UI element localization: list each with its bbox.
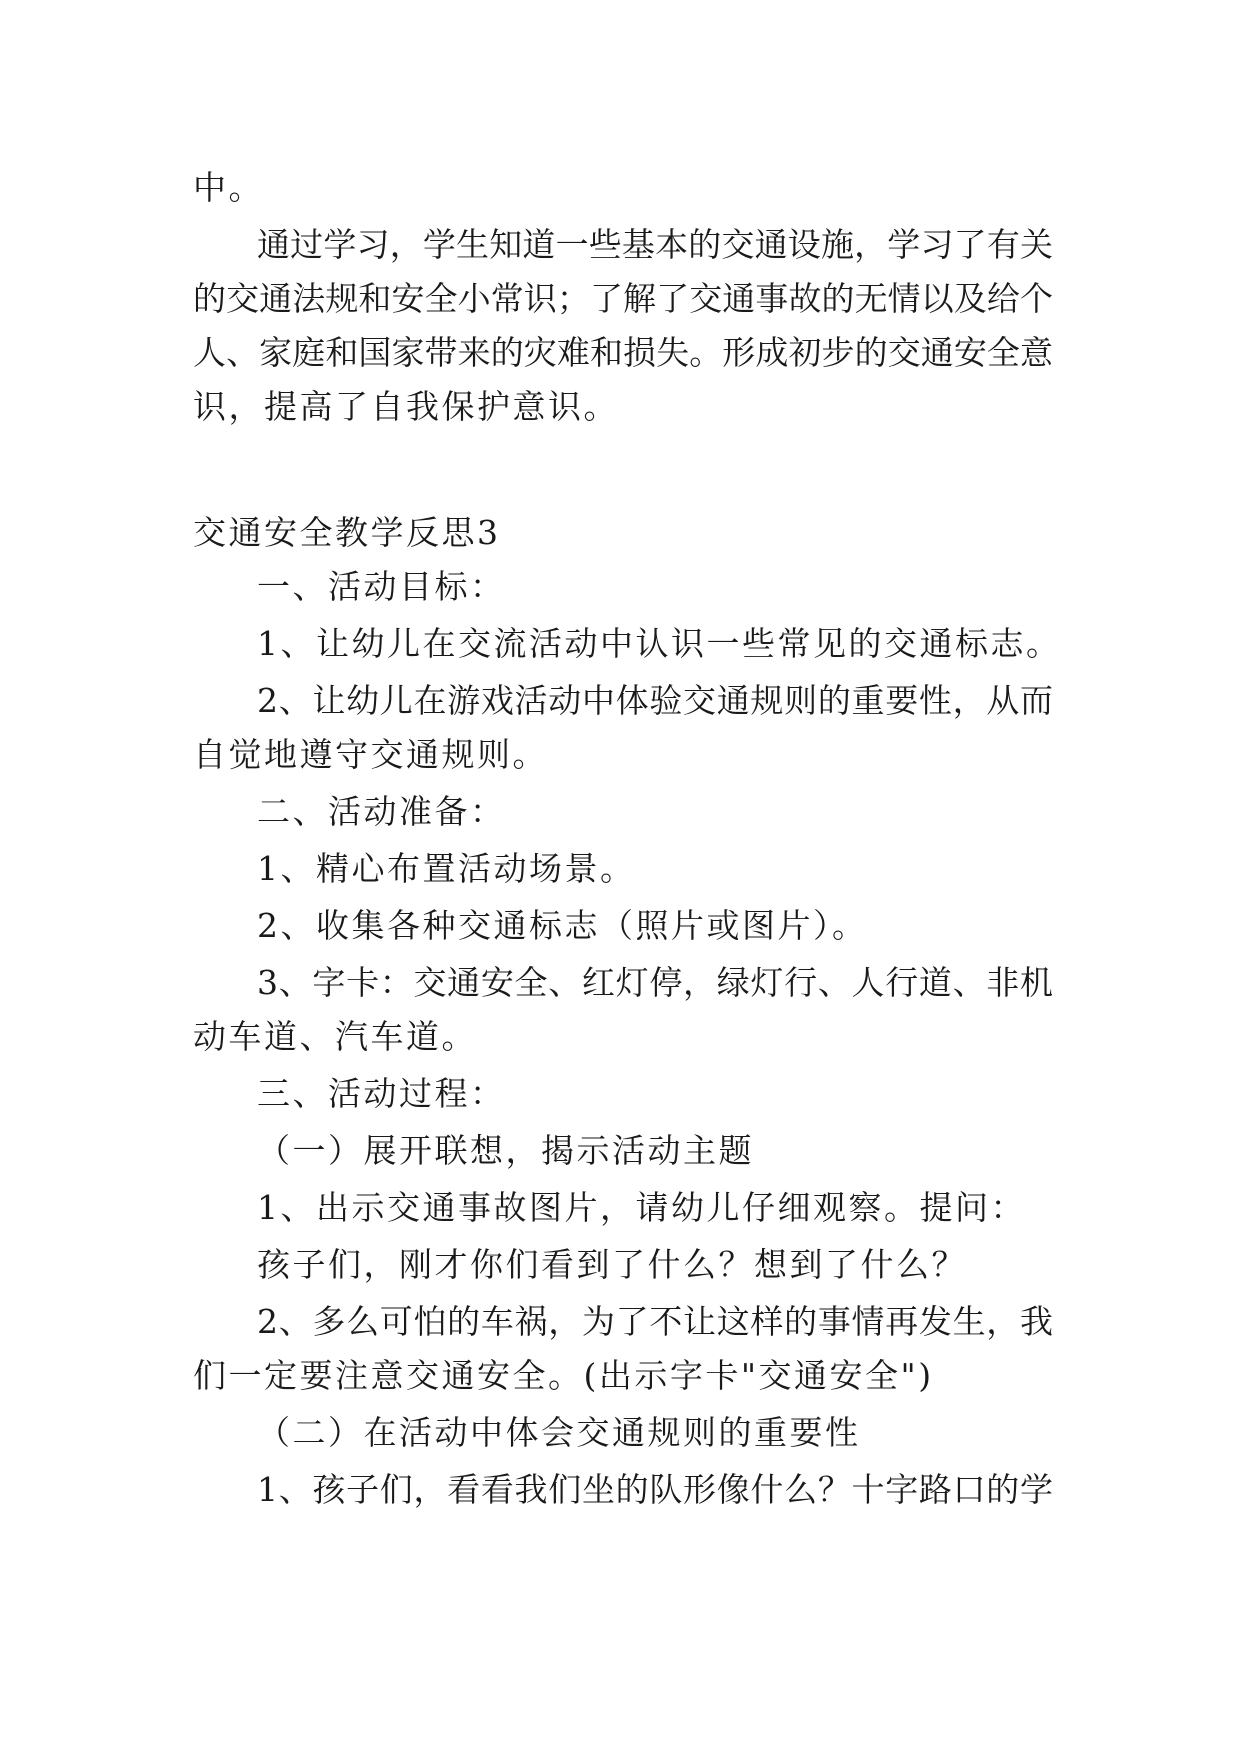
text-line: 中。	[193, 168, 264, 207]
text-line: 一、活动目标：	[257, 567, 506, 606]
text-line: 识，提高了自我保护意识。	[193, 387, 619, 426]
text-line: 动车道、汽车道。	[193, 1017, 477, 1056]
text-line: 2、多么可怕的车祸，为了不让这样的事情再发生，我	[257, 1302, 1053, 1341]
text-line: （二）在活动中体会交通规则的重要性	[257, 1413, 861, 1452]
text-line: 2、收集各种交通标志（照片或图片）。	[257, 906, 868, 945]
text-line: 的交通法规和安全小常识；了解了交通事故的无情以及给个	[193, 279, 1053, 318]
text-line: 1、让幼儿在交流活动中认识一些常见的交通标志。	[257, 624, 1062, 663]
text-line: 人、家庭和国家带来的灾难和损失。形成初步的交通安全意	[193, 333, 1053, 372]
section-heading: 交通安全教学反思3	[193, 513, 501, 552]
text-line: 1、孩子们，看看我们坐的队形像什么？十字路口的学	[257, 1470, 1053, 1509]
text-line: 三、活动过程：	[257, 1074, 506, 1113]
text-line: （一）展开联想，揭示活动主题	[257, 1131, 754, 1170]
text-line: 自觉地遵守交通规则。	[193, 735, 548, 774]
text-line: 孩子们，刚才你们看到了什么？想到了什么？	[257, 1245, 967, 1284]
text-line: 3、字卡：交通安全、红灯停，绿灯行、人行道、非机	[257, 963, 1053, 1002]
text-line: 通过学习，学生知道一些基本的交通设施，学习了有关	[257, 225, 1053, 264]
text-line: 们一定要注意交通安全。(出示字卡"交通安全")	[193, 1356, 934, 1395]
text-line: 1、出示交通事故图片，请幼儿仔细观察。提问：	[257, 1188, 1026, 1227]
text-line: 二、活动准备：	[257, 792, 506, 831]
text-line: 2、让幼儿在游戏活动中体验交通规则的重要性，从而	[257, 681, 1053, 720]
text-line: 1、精心布置活动场景。	[257, 849, 636, 888]
